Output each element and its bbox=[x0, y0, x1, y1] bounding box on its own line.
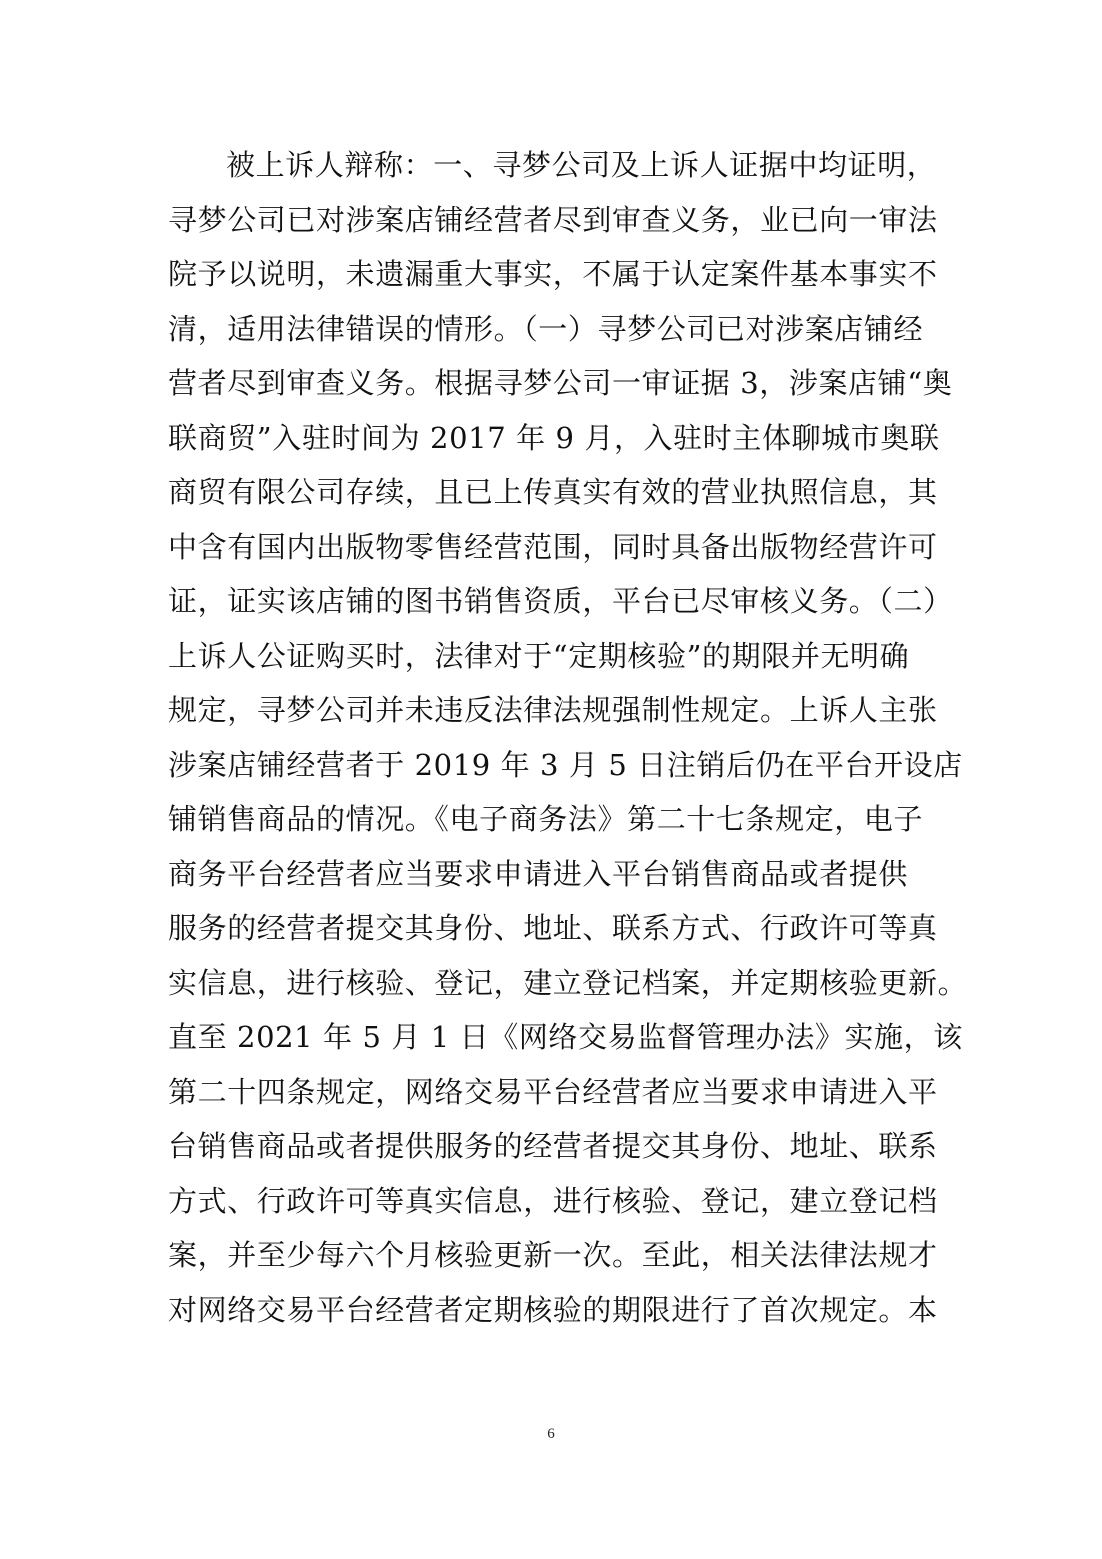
text-line: 清，适用法律错误的情形。（一）寻梦公司已对涉案店铺经 bbox=[168, 311, 924, 346]
text-line: 被上诉人辩称：一、寻梦公司及上诉人证据中均证明， bbox=[226, 148, 937, 182]
text-line: 第二十四条规定，网络交易平台经营者应当要求申请进入平 bbox=[168, 1074, 938, 1109]
body-text bbox=[168, 138, 968, 1337]
text-line: 直至 2021 年 5 月 1 日《网络交易监督管理办法》实施，该 bbox=[168, 1020, 963, 1054]
text-line: 联商贸”入驻时间为 2017 年 9 月，入驻时主体聊城市奥联 bbox=[168, 420, 940, 455]
text-line: 商务平台经营者应当要求申请进入平台销售商品或者提供 bbox=[168, 856, 909, 891]
text-line: 铺销售商品的情况。《电子商务法》第二十七条规定，电子 bbox=[168, 802, 924, 836]
text-line: 方式、行政许可等真实信息，进行核验、登记，建立登记档 bbox=[168, 1183, 938, 1218]
text-line: 上诉人公证购买时，法律对于“定期核验”的期限并无明确 bbox=[168, 638, 910, 673]
text-line: 涉案店铺经营者于 2019 年 3 月 5 日注销后仍在平台开设店 bbox=[168, 747, 963, 782]
text-line: 规定，寻梦公司并未违反法律法规强制性规定。上诉人主张 bbox=[168, 693, 938, 727]
text-line: 证，证实该店铺的图书销售资质，平台已尽审核义务。（二） bbox=[168, 584, 953, 618]
text-line: 商贸有限公司存续，且已上传真实有效的营业执照信息，其 bbox=[168, 475, 938, 509]
page-number: 6 bbox=[547, 1426, 555, 1442]
text-line: 对网络交易平台经营者定期核验的期限进行了首次规定。本 bbox=[168, 1292, 938, 1327]
text-line: 寻梦公司已对涉案店铺经营者尽到审查义务，业已向一审法 bbox=[168, 202, 938, 237]
text-line: 中含有国内出版物零售经营范围，同时具备出版物经营许可 bbox=[168, 529, 938, 564]
text-line: 实信息，进行核验、登记，建立登记档案，并定期核验更新。 bbox=[168, 965, 968, 1000]
text-line: 案，并至少每六个月核验更新一次。至此，相关法律法规才 bbox=[168, 1238, 938, 1272]
text-line: 营者尽到审查义务。根据寻梦公司一审证据 3，涉案店铺“奥 bbox=[168, 366, 953, 400]
text-line: 台销售商品或者提供服务的经营者提交其身份、地址、联系 bbox=[168, 1129, 938, 1163]
text-line: 院予以说明，未遗漏重大事实，不属于认定案件基本事实不 bbox=[168, 257, 938, 291]
text-line: 服务的经营者提交其身份、地址、联系方式、行政许可等真 bbox=[168, 911, 938, 945]
